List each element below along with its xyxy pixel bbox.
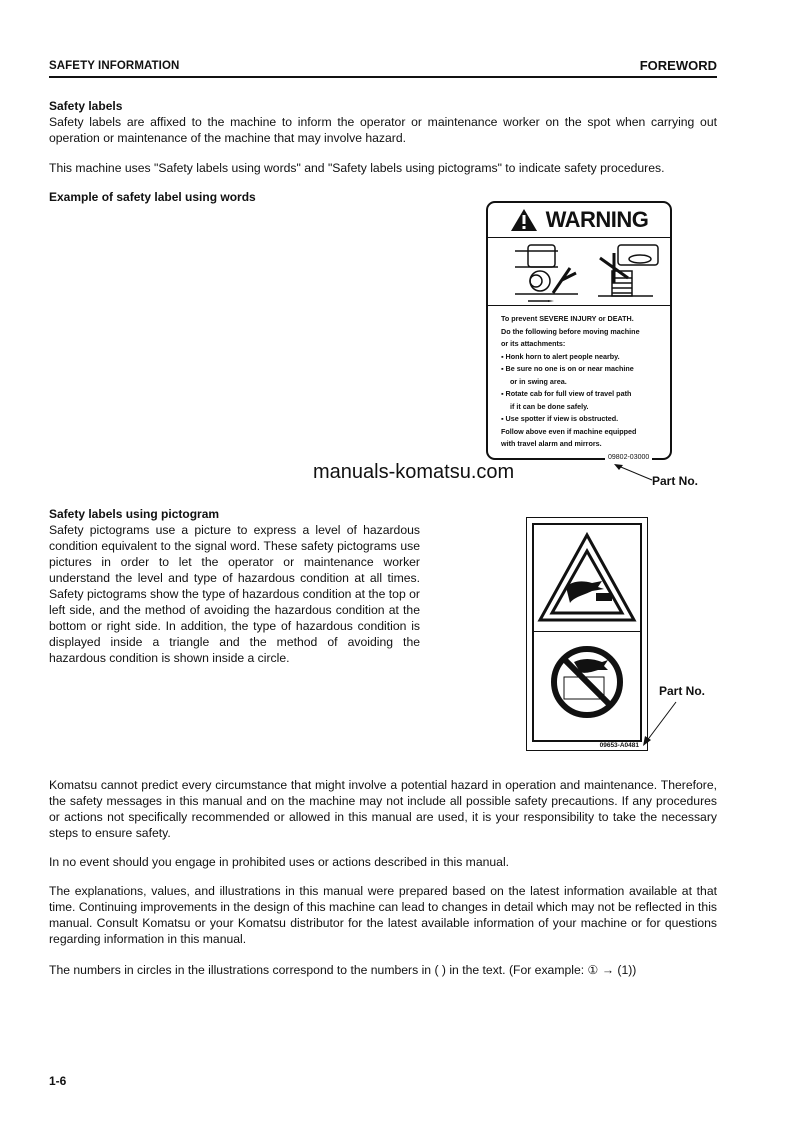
part-no-caption-2: Part No. [659,684,706,698]
pictogram-body: Safety pictograms use a picture to express a level of hazardous condition equivalent to the signal word. These safety pictograms use pictures in order to let the operator or maintenance worker understand the level and type of hazardous condition at all times. Safety pictograms show the type of hazardous condition at the top or left side, and the method of avoiding the hazardous condition at the bottom or right side. In addition, the type of hazardous condition is displayed inside a triangle and the method of avoiding the hazardous condition is shown inside a circle. [49,523,420,665]
warning-label-text: To prevent SEVERE INJURY or DEATH. Do the following before moving machine or its attachments: ▪ Honk horn to alert people nearby. ▪ Be sure no one is on or near machine or in swing area. ▪ Rotate cab for full view of travel path if it can be done safely. ▪ Use spotter if view is obstructed. Follow above even if machine equipped with travel alarm and mirrors. [501,314,640,448]
warning-label [486,201,672,460]
paragraph-disclaimer: Komatsu cannot predict every circumstance that might involve a potential hazard in operation and maintenance. Therefore, the safety messages in this manual and on the machine may not include all possible safety precautions. If any procedures or actions not specifically recommended or allowed in this manual are used, it is your responsibility to take the necessary steps to ensure safety. [49,778,717,840]
section-title: SAFETY INFORMATION [49,60,180,72]
chapter-title: FOREWORD [639,58,717,73]
warning-label-header [488,203,670,238]
warning-triangle-icon [510,208,538,232]
pictogram-label-part-number: 09653-A0481 [599,742,639,749]
arrow-icon [612,462,657,484]
prohibition-circle-icon [534,632,640,732]
pictogram-heading: Safety labels using pictogram [49,507,220,521]
page-number: 1-6 [49,1074,67,1088]
safety-labels-heading: Safety labels [49,99,123,113]
run-over-hazard-icon [488,238,670,305]
signal-word: WARNING [545,207,649,232]
watermark: manuals-komatsu.com [313,461,515,483]
words-example-heading: Example of safety label using words [49,190,256,204]
header-rule [49,76,717,78]
paragraph-explanations: The explanations, values, and illustrations in this manual were prepared based on the latest information available at that time. Continuing improvements in the design of this machine can lead to changes in detail which may not be reflected in this manual. Consult Komatsu or your Komatsu distributor for the latest available information of your machine or for questions regarding information in this manual. [49,884,717,946]
safety-labels-body-2: This machine uses "Safety labels using words" and "Safety labels using pictograms" to indicate safety procedures. [49,161,665,175]
paragraph-numbers: The numbers in circles in the illustrations correspond to the numbers in ( ) in the text. (For example: ① → (1)) [49,963,637,977]
arrow-icon [640,700,680,748]
warning-label-part-number: 09802-03000 [605,454,652,461]
pictogram-label [526,517,648,751]
warning-label-illustrations [488,238,670,306]
part-no-caption: Part No. [652,474,699,488]
hazard-triangle-icon [534,525,640,631]
safety-labels-body: Safety labels are affixed to the machine to inform the operator or maintenance worker on the spot when carrying out operation or maintenance of the machine that may involve hazard. [49,115,717,145]
paragraph-prohibited: In no event should you engage in prohibited uses or actions described in this manual. [49,855,510,869]
